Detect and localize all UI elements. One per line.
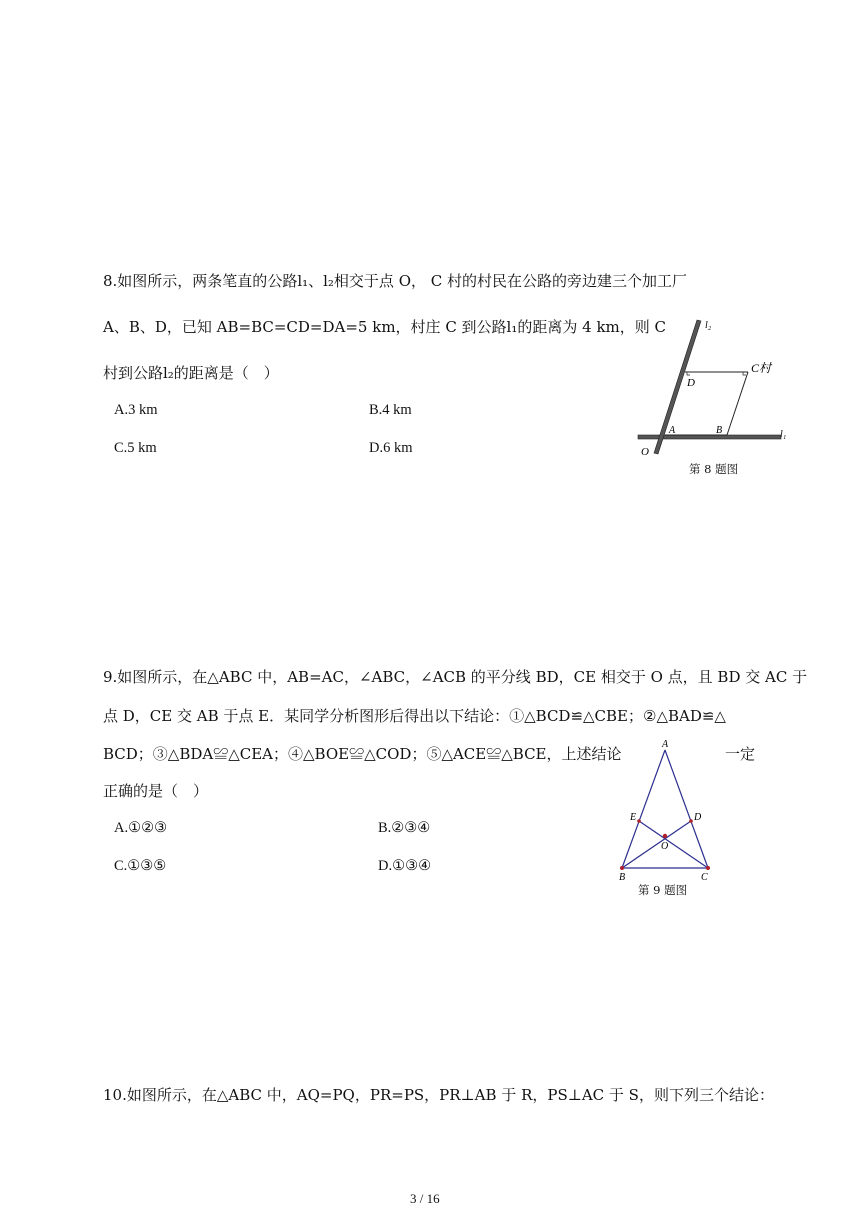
label-c: C村 [751,361,772,375]
q8-option-d: D.6 km [369,440,413,456]
q8-option-a: A.3 km [114,402,158,418]
segment-cb [727,372,748,435]
q9-option-c: C.①③⑤ [114,858,167,874]
label-d: D [687,377,695,389]
q9-line-3-end: 一定 [725,745,756,763]
q8-option-c: C.5 km [114,440,157,456]
q9-line-4: 正确的是（ ） [103,782,209,800]
segment-ab [622,750,665,868]
label-l2: l₂ [705,320,712,331]
q9-line-2: 点 D，CE 交 AB 于点 E．某同学分析图形后得出以下结论：①△BCD≌△CBE；②△BAD≌△ [103,707,726,725]
q8-figure [630,312,800,462]
q9-line-3: BCD；③△BDA≌△CEA；④△BOE≌△COD；⑤△ACE≌△BCE，上述结论 [103,745,622,763]
label-o: O [661,841,669,852]
point-d [689,819,693,823]
q9-option-b: B.②③④ [378,820,431,836]
q9-figure-caption: 第 9 题图 [638,883,688,897]
point-o [663,834,667,838]
label-a: A [662,739,669,750]
q8-line-3: 村到公路l₂的距离是（ ） [103,364,279,382]
label-b: B [619,872,626,883]
label-a: A [669,425,676,436]
q8-option-b: B.4 km [369,402,412,418]
segment-bd [622,821,691,868]
q10-line-1: 10.如图所示，在△ABC 中，AQ=PQ，PR=PS，PR⊥AB 于 R，PS⊥AC 于 S，则下列三个结论： [103,1086,774,1104]
label-e: E [630,812,637,823]
q9-option-a: A.①②③ [114,820,168,836]
q9-option-d: D.①③④ [378,858,432,874]
point-c [706,866,710,870]
q9-figure [610,738,725,888]
label-c: C [701,872,708,883]
point-b [620,866,624,870]
segment-ac [665,750,708,868]
label-d: D [694,812,702,823]
label-o: O [641,446,649,458]
page-number: 3 / 16 [410,1191,440,1206]
point-e [637,819,641,823]
q8-line-1: 8.如图所示，两条笔直的公路l₁、l₂相交于点 O， C 村的村民在公路的旁边建三个加工厂 [103,272,688,290]
q8-figure-caption: 第 8 题图 [689,462,739,476]
segment-ce [639,821,708,868]
label-b: B [716,425,723,436]
q8-line-2: A、B、D，已知 AB=BC=CD=DA=5 km，村庄 C 到公路l₁的距离为 4 km，则 C [103,318,667,336]
q9-line-1: 9.如图所示，在△ABC 中，AB=AC，∠ABC，∠ACB 的平分线 BD，CE 相交于 O 点，且 BD 交 AC 于 [103,668,808,686]
label-l1: l₁ [780,429,787,440]
